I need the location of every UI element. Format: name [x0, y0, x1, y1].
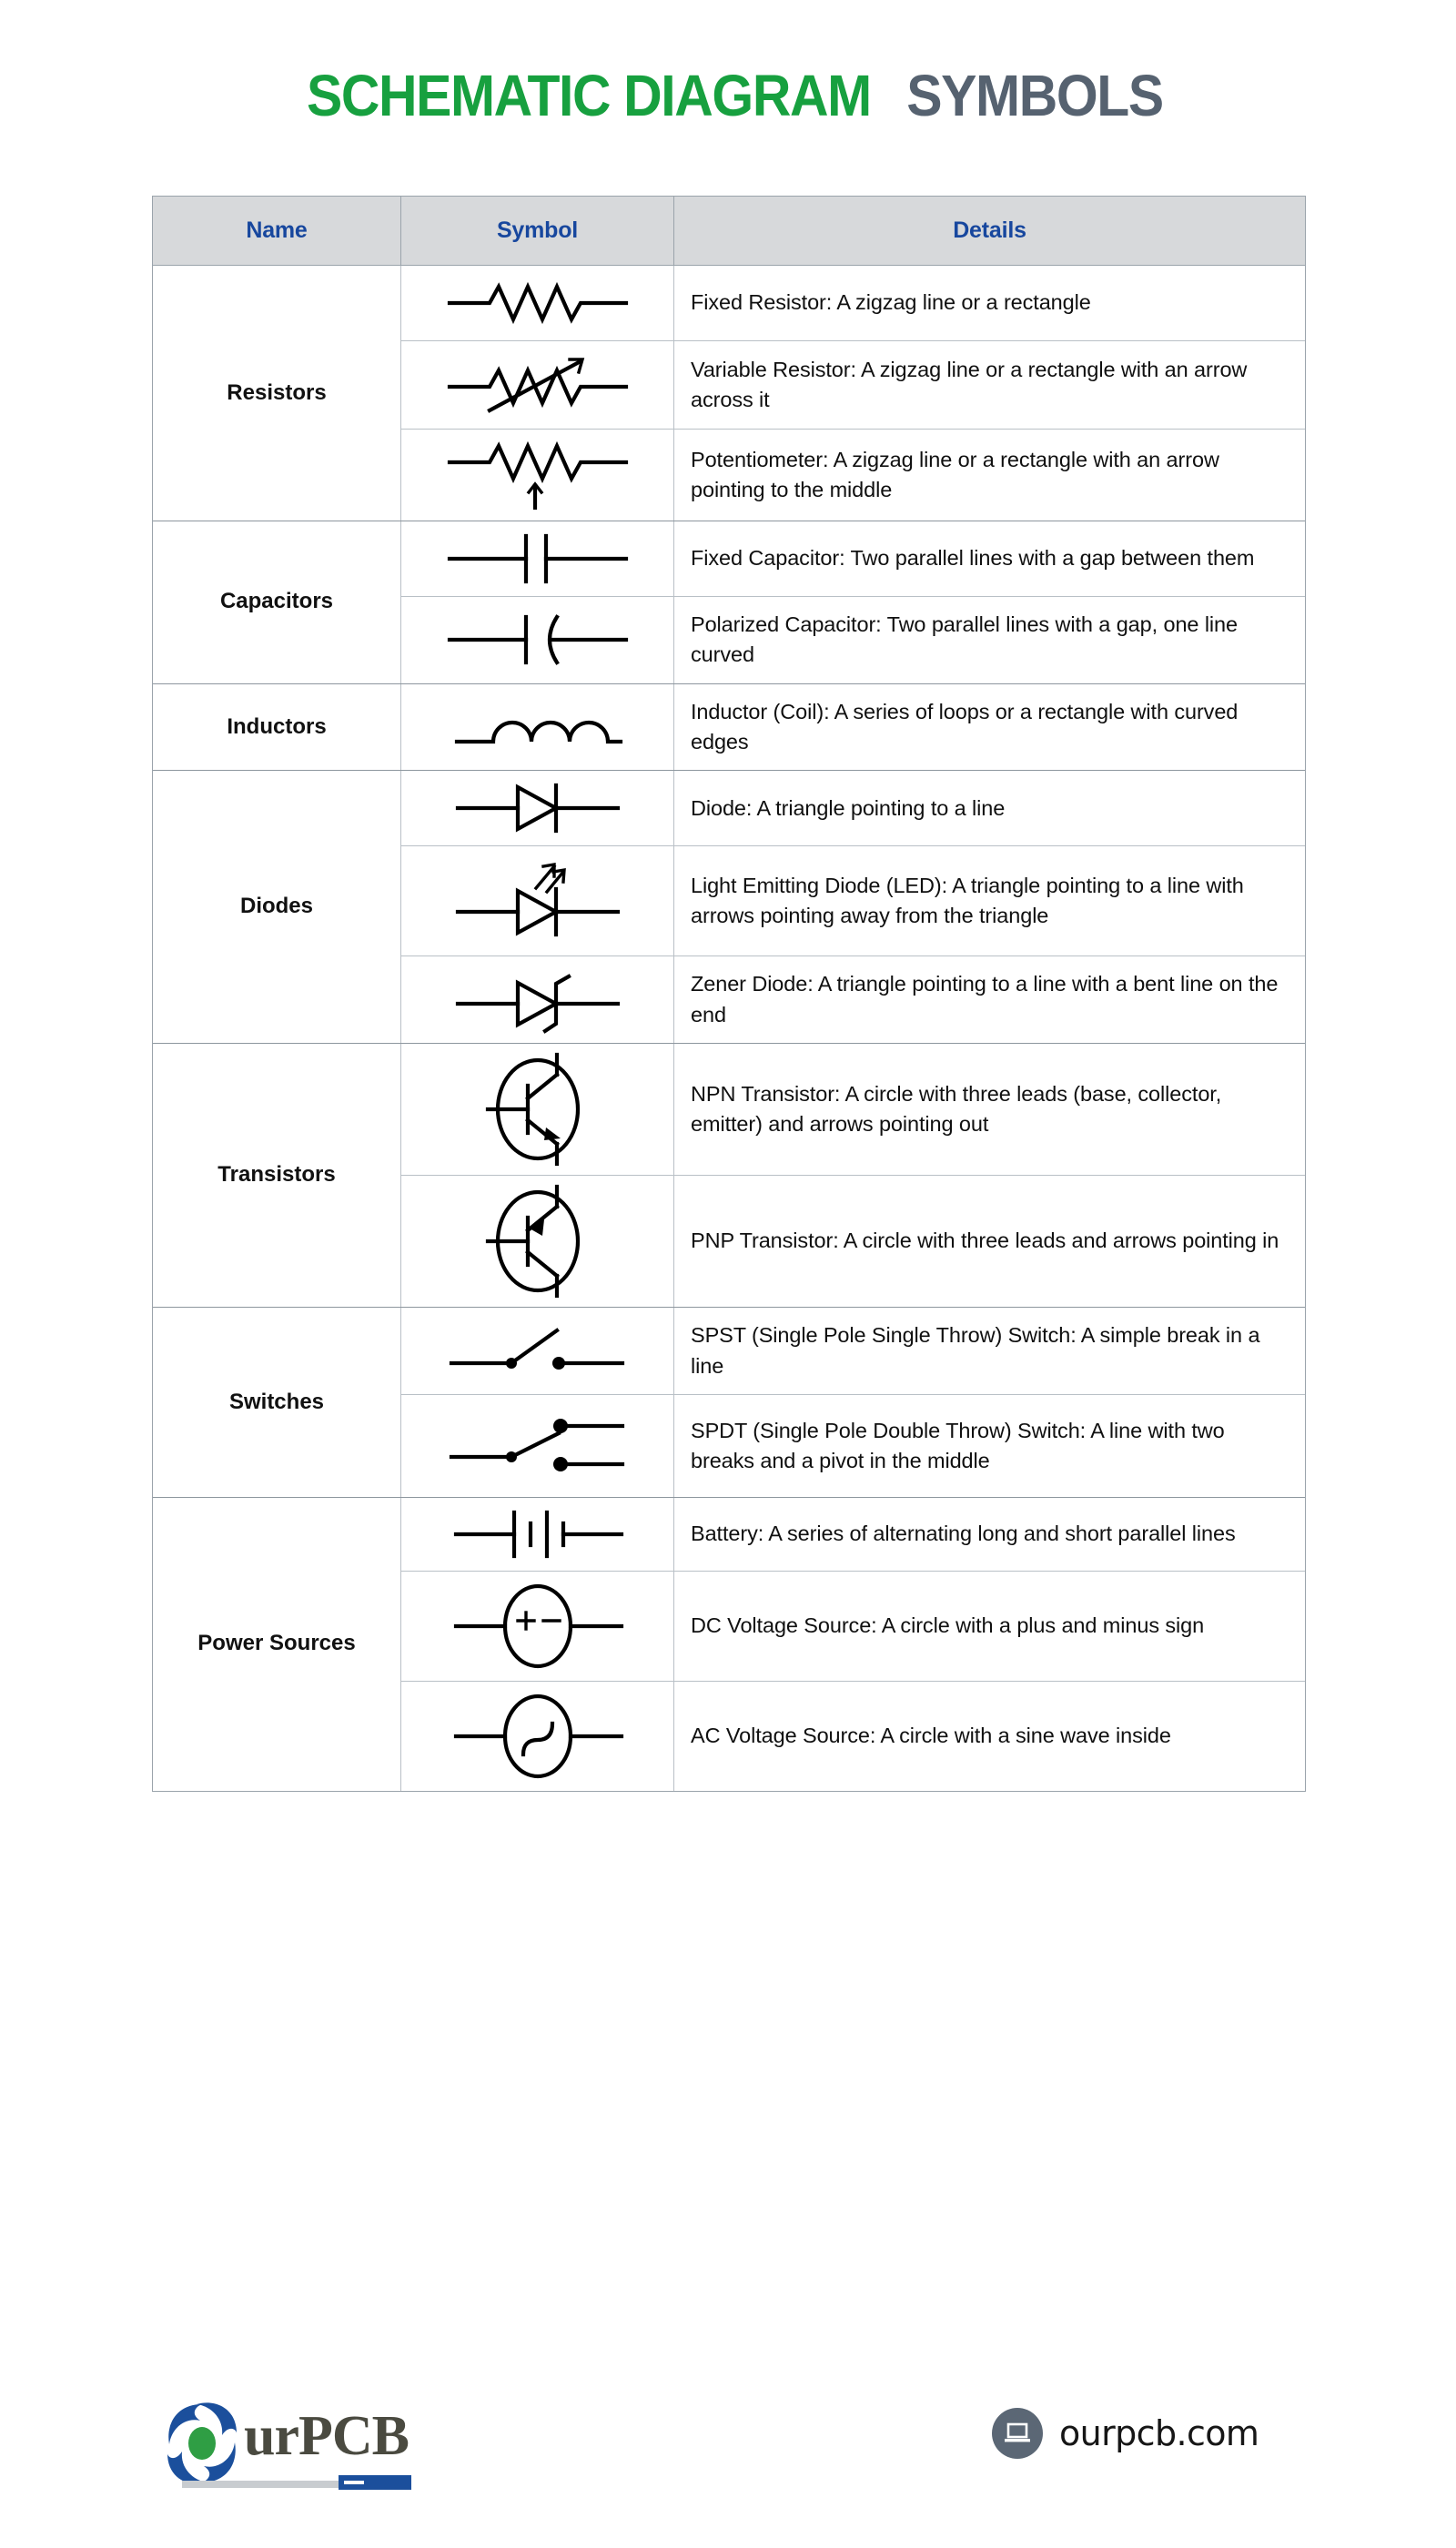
table-row: [401, 521, 1305, 597]
symbol-cell: [401, 1044, 674, 1175]
symbol-cell: [401, 1176, 674, 1307]
spst-switch-symbol: [442, 1320, 633, 1383]
ourpcb-logo-text: urPCB: [244, 2405, 409, 2467]
category-name: Resistors: [153, 266, 401, 521]
detail-text: Fixed Capacitor: Two parallel lines with a gap between them: [691, 546, 1255, 571]
detail-text: Variable Resistor: A zigzag line or a rectangle with an arrow across it: [691, 357, 1248, 411]
section-transistors: [153, 1044, 1305, 1308]
table-row: [401, 846, 1305, 956]
table-row: [401, 1044, 1305, 1176]
npn-transistor-symbol: [460, 1051, 615, 1168]
logo-bar-gray: [182, 2481, 364, 2488]
detail-text: PNP Transistor: A circle with three leads and arrows pointing in: [691, 1228, 1279, 1253]
symbols-table: [152, 196, 1306, 1792]
detail-text: Polarized Capacitor: Two parallel lines with a gap, one line curved: [691, 612, 1238, 667]
detail-text: SPST (Single Pole Single Throw) Switch: A simple break in a line: [691, 1323, 1260, 1378]
table-row: [401, 1682, 1305, 1791]
potentiometer-symbol: [442, 437, 633, 513]
detail-text: NPN Transistor: A circle with three leads (base, collector, emitter) and arrows pointing out: [691, 1081, 1222, 1137]
category-name: Capacitors: [153, 521, 401, 683]
symbol-cell: [401, 430, 674, 521]
category-name: Diodes: [153, 771, 401, 1043]
category-name: Power Sources: [153, 1498, 401, 1791]
table-row: [401, 684, 1305, 771]
variable-resistor-symbol: [442, 349, 633, 421]
logo-bar-blue: [339, 2475, 411, 2490]
symbol-cell: [401, 1498, 674, 1571]
detail-text: Diode: A triangle pointing to a line: [691, 795, 1006, 820]
table-row: [401, 956, 1305, 1043]
page-footer: [0, 2384, 1456, 2530]
symbol-cell: [401, 521, 674, 596]
spdt-switch-symbol: [442, 1402, 633, 1490]
detail-text: Inductor (Coil): A series of loops or a rectangle with curved edges: [691, 699, 1239, 754]
symbol-cell: [401, 1682, 674, 1791]
section-diodes: [153, 771, 1305, 1044]
category-name: Transistors: [153, 1044, 401, 1307]
symbol-cell: [401, 1395, 674, 1497]
site-url-block[interactable]: [992, 2408, 1259, 2459]
zener-diode-symbol: [447, 966, 629, 1035]
detail-text: Zener Diode: A triangle pointing to a line with a bent line on the end: [691, 972, 1279, 1026]
detail-text: Fixed Resistor: A zigzag line or a rectangle: [691, 290, 1091, 315]
section-resistors: [153, 266, 1305, 521]
detail-text: Light Emitting Diode (LED): A triangle pointing to a line with arrows pointing away from the triangle: [691, 874, 1244, 928]
symbol-cell: [401, 956, 674, 1043]
detail-text: SPDT (Single Pole Double Throw) Switch: A line with two breaks and a pivot in the middle: [691, 1418, 1225, 1472]
table-row: [401, 1308, 1305, 1395]
table-row: [401, 341, 1305, 430]
column-header-symbol: Symbol: [401, 197, 674, 265]
page-title-gray: SYMBOLS: [906, 63, 1163, 128]
section-power-sources: [153, 1498, 1305, 1791]
site-url-text: ourpcb.com: [1059, 2413, 1259, 2453]
led-symbol: [447, 854, 629, 948]
symbol-cell: [401, 597, 674, 683]
column-header-details: Details: [953, 217, 1026, 243]
laptop-icon: [992, 2408, 1043, 2459]
detail-text: AC Voltage Source: A circle with a sine wave inside: [691, 1724, 1171, 1748]
detail-text: Potentiometer: A zigzag line or a rectangle with an arrow pointing to the middle: [691, 447, 1219, 501]
detail-text: Battery: A series of alternating long and short parallel lines: [691, 1522, 1236, 1546]
symbol-cell: [401, 341, 674, 429]
symbol-cell: [401, 771, 674, 845]
inductor-coil-symbol: [442, 698, 633, 756]
ac-voltage-source-symbol: [447, 1689, 629, 1784]
symbol-cell: [401, 684, 674, 771]
table-row: [401, 1572, 1305, 1682]
table-row: [401, 771, 1305, 846]
table-row: [401, 430, 1305, 521]
dc-voltage-source-symbol: [447, 1579, 629, 1673]
category-name: Switches: [153, 1308, 401, 1497]
table-row: [401, 1498, 1305, 1572]
symbol-cell: [401, 846, 674, 956]
table-row: [401, 266, 1305, 341]
diode-symbol: [447, 778, 629, 838]
symbol-cell: [401, 1572, 674, 1681]
fixed-capacitor-symbol: [442, 529, 633, 589]
table-row: [401, 1176, 1305, 1307]
symbol-cell: [401, 1308, 674, 1394]
category-name: Inductors: [153, 684, 401, 771]
column-header-name: Name: [153, 197, 401, 265]
pnp-transistor-symbol: [460, 1183, 615, 1299]
ourpcb-logo[interactable]: [157, 2393, 539, 2502]
section-inductors: [153, 684, 1305, 772]
page-title-green: SCHEMATIC DIAGRAM: [307, 63, 871, 128]
section-capacitors: [153, 521, 1305, 684]
fixed-resistor-symbol: [442, 273, 633, 333]
section-switches: [153, 1308, 1305, 1498]
page-title: [0, 62, 1456, 129]
table-row: [401, 597, 1305, 683]
table-header-row: [153, 197, 1305, 266]
polarized-capacitor-symbol: [442, 610, 633, 670]
ourpcb-swirl-icon: [157, 2393, 248, 2493]
table-row: [401, 1395, 1305, 1497]
symbol-cell: [401, 266, 674, 340]
detail-text: DC Voltage Source: A circle with a plus and minus sign: [691, 1613, 1205, 1638]
battery-symbol: [447, 1505, 629, 1563]
